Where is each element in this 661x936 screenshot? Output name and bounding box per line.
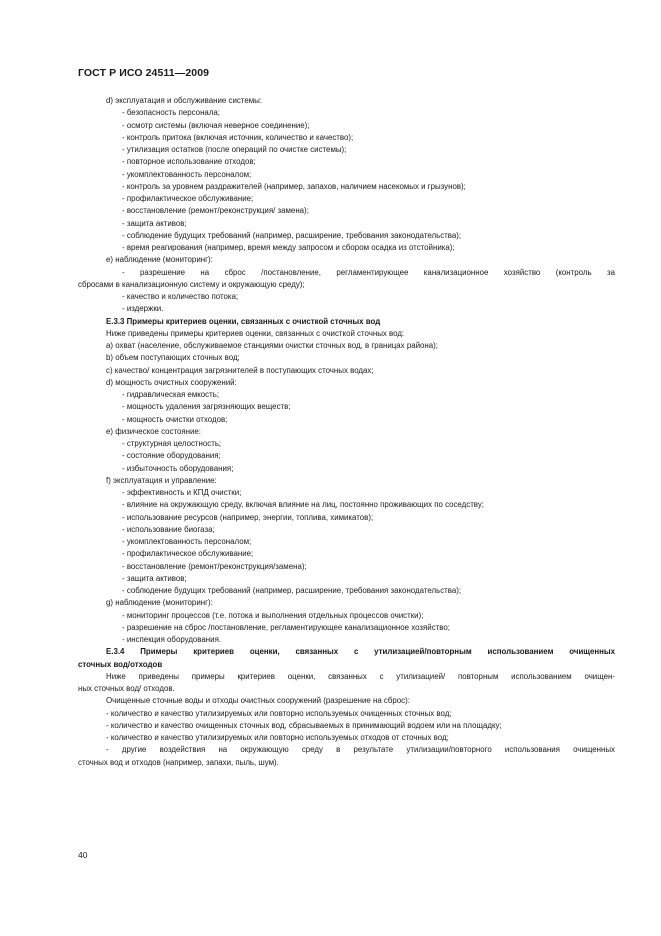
text-line: - использование ресурсов (например, энергии, топлива, химикатов);: [122, 512, 374, 522]
text-line: g) наблюдение (мониторинг):: [106, 598, 213, 608]
text-line: b) объем поступающих сточных вод;: [106, 353, 240, 363]
text-line: - соблюдение будущих требований (например, расширение, требования законодательства);: [122, 586, 462, 595]
text-line: - укомплектованность персоналом;: [122, 537, 252, 546]
text-line: - соблюдение будущих требований (например, расширение, требования законодательства);: [122, 230, 462, 240]
text-line: - состояние оборудования;: [122, 451, 221, 461]
text-line: - безопасность персонала;: [122, 108, 221, 118]
text-line: - использование биогаза;: [122, 524, 215, 534]
text-line: - восстановление (ремонт/реконструкция/замена);: [122, 561, 307, 571]
text-line: f) эксплуатация и управление:: [106, 475, 217, 485]
text-line: сточных вод/отходов: [78, 659, 163, 669]
text-line: - влияние на окружающую среду, включая влияние на лиц, постоянно проживающих по соседству;: [122, 500, 484, 510]
text-line: Ниже приведены примеры критериев оценки, связанных с утилизацией/ повторным использованием очищен-: [106, 671, 615, 681]
text-line: c) качество/ концентрация загрязнителей в поступающих сточных водах;: [106, 365, 374, 375]
text-line: - восстановление (ремонт/реконструкция/ замена);: [122, 206, 309, 216]
text-line: - защита активов;: [122, 218, 187, 228]
text-line: - мощность удаления загрязняющих веществ;: [122, 402, 291, 412]
text-line: Ниже приведены примеры критериев оценки, связанных с очисткой сточных вод:: [106, 328, 405, 338]
text-line: - профилактическое обслуживание;: [122, 549, 254, 559]
text-line: - контроль притока (включая источник, количество и качество);: [122, 132, 354, 142]
text-line: a) охват (население, обслуживаемое станциями очистки сточных вод, в границах района);: [106, 341, 438, 350]
text-line: d) эксплуатация и обслуживание системы:: [106, 96, 263, 105]
text-line: - издержки.: [122, 304, 164, 314]
text-line: - профилактическое обслуживание;: [122, 194, 254, 203]
text-line: - разрешение на сброс /постановление, регламентирующее канализационное хозяйство;: [122, 622, 450, 632]
text-line: - количество и качество утилизируемых или повторно используемых очищенных сточных вод;: [106, 708, 452, 718]
text-line: - качество и количество потока;: [122, 292, 239, 301]
page-number: 40: [78, 850, 88, 860]
text-line: - время реагирования (например, время между запросом и сбором осадка из отстойника);: [122, 243, 455, 252]
text-line: - гидравлическая емкость;: [122, 390, 220, 399]
text-line: - контроль за уровнем раздражителей (например, запахов, наличием насекомых и грызунов);: [122, 181, 466, 191]
text-line: - количество и качество утилизируемых или повторно используемых отходов от сточных вод;: [106, 733, 449, 742]
text-line: - другие воздействия на окружающую среду в результате утилизации/повторного использования очищенных: [106, 745, 615, 755]
text-line: e) наблюдение (мониторинг):: [106, 255, 213, 265]
text-line: - разрешение на сброс /постановление, регламентирующее канализационное хозяйство (контроль за: [122, 267, 615, 277]
text-line: - инспекция оборудования.: [122, 635, 222, 644]
text-line: - структурная целостность;: [122, 439, 222, 448]
text-line: сбросами в канализационную систему и окружающую среду);: [78, 279, 305, 289]
document-body: [78, 95, 615, 769]
text-line: - осмотр системы (включая неверное соединение);: [122, 120, 310, 130]
text-line: - эффективность и КПД очистки;: [122, 488, 242, 497]
text-line: - укомплектованность персоналом;: [122, 169, 252, 179]
text-line: - утилизация остатков (после операций по очистке системы);: [122, 145, 347, 154]
text-line: E.3.3 Примеры критериев оценки, связанных с очисткой сточных вод: [106, 316, 381, 326]
text-line: ных сточных вод/ отходов.: [78, 684, 175, 693]
text-line: - защита активов;: [122, 573, 187, 583]
text-line: сточных вод и отходов (например, запахи, пыль, шум).: [78, 757, 279, 767]
document-header: ГОСТ Р ИСО 24511—2009: [78, 67, 210, 79]
text-line: - мониторинг процессов (т.е. потока и выполнения отдельных процессов очистки);: [122, 610, 424, 620]
text-line: - количество и качество очищенных сточных вод, сбрасываемых в принимающий водоем или на площадку;: [106, 720, 502, 730]
text-line: - избыточность оборудования;: [122, 463, 234, 473]
text-line: - мощность очистки отходов;: [122, 414, 228, 424]
text-line: e) физическое состояние:: [106, 426, 201, 436]
text-line: E.3.4 Примеры критериев оценки, связанных с утилизацией/повторным использованием очищенных: [106, 647, 615, 657]
text-line: - повторное использование отходов;: [122, 157, 256, 167]
text-line: Очищенные сточные воды и отходы очистных сооружений (разрешение на сброс):: [106, 696, 410, 706]
text-line: d) мощность очистных сооружений:: [106, 377, 237, 387]
